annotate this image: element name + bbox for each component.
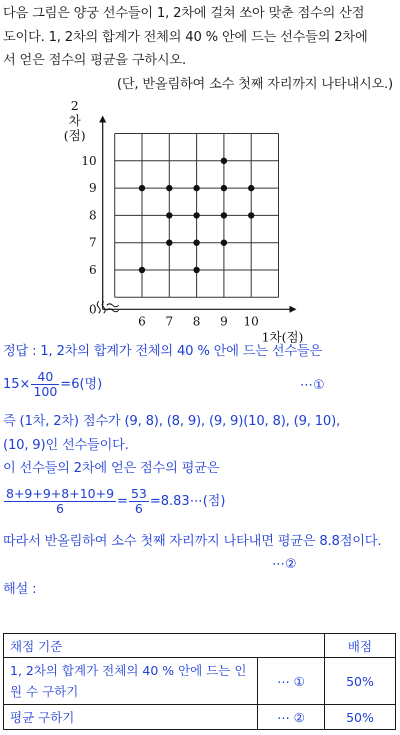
- scoring-table: [3, 633, 396, 730]
- row-mark: ⋯ ①: [258, 658, 325, 705]
- eq2-fraction-2: [129, 487, 149, 516]
- x-tick-label: 8: [192, 314, 201, 329]
- x-tick-label: 6: [138, 314, 146, 329]
- eq2-result: =8.83⋯(점): [149, 494, 226, 509]
- explanation-label: 해설 :: [3, 582, 37, 597]
- row-criteria: 1, 2차의 합계가 전체의 40 % 안에 드는 인원 수 구하기: [4, 658, 258, 705]
- problem-line-2: 도이다. 1, 2차의 합계가 전체의 40 % 안에 드는 선수들의 2차에: [3, 29, 368, 45]
- data-point: [193, 267, 199, 273]
- row-score: 50%: [325, 705, 396, 730]
- data-point: [193, 212, 199, 218]
- problem-note: (단, 반올림하여 소수 첫째 자리까지 나타내시오.): [116, 76, 393, 92]
- answer-line-5: 이 선수들의 2차에 얻은 점수의 평균은: [3, 461, 220, 476]
- eq2-numerator-2: 53: [130, 486, 147, 501]
- table-row: [4, 705, 396, 730]
- y-tick-label: 6: [89, 263, 97, 277]
- eq1-prefix: 15×: [3, 377, 31, 392]
- eq2-denominator-2: 6: [134, 501, 143, 516]
- problem-line-1: 다음 그림은 양궁 선수들이 1, 2차에 걸쳐 쏘아 맞춘 점수의 산점: [3, 6, 365, 21]
- data-point: [221, 212, 227, 218]
- mark-1: ⋯①: [300, 378, 325, 393]
- header-score: 배점: [325, 634, 396, 658]
- data-point: [166, 185, 172, 191]
- data-point: [193, 185, 199, 191]
- data-point: [221, 158, 227, 164]
- eq1-numerator: 40: [31, 370, 59, 385]
- eq2-equals: =: [117, 494, 128, 509]
- eq2-fraction-1: [4, 487, 116, 516]
- x-tick-label: 7: [165, 314, 174, 329]
- y-axis-label: 차: [68, 113, 81, 128]
- data-point: [221, 185, 227, 191]
- y-tick-label: 7: [89, 235, 97, 250]
- y-axis-label: 2: [70, 98, 79, 113]
- eq2-numerator: 8+9+9+8+10+9: [6, 486, 115, 501]
- answer-line-1: 정답 : 1, 2차의 합계가 전체의 40 % 안에 드는 선수들은: [3, 344, 322, 359]
- answer-conclusion: [3, 530, 397, 554]
- eq2-denominator: 6: [56, 501, 64, 516]
- answer-line-3: 즉 (1차, 2차) 점수가 (9, 8), (8, 9), (9, 9)(10, 8), (9, 10),: [3, 414, 341, 429]
- row-mark: ⋯ ②: [258, 705, 325, 730]
- answer-body: [3, 410, 397, 481]
- equation-1: [3, 370, 102, 399]
- table-row: [4, 658, 396, 705]
- explanation: [3, 578, 397, 602]
- y-tick-label: 10: [81, 153, 97, 168]
- origin-label: 0: [89, 302, 97, 317]
- equation-2: [3, 487, 225, 516]
- row-criteria: 평균 구하기: [4, 705, 258, 730]
- eq1-result: =6(명): [60, 377, 103, 392]
- data-point: [166, 240, 172, 246]
- x-tick-label: 10: [243, 314, 259, 329]
- x-axis-break: [107, 304, 119, 312]
- y-tick-label: 9: [89, 181, 97, 196]
- problem-statement: [3, 2, 397, 96]
- answer-section: [3, 340, 397, 364]
- x-axis-arrow: [290, 306, 297, 313]
- row-score: 50%: [325, 658, 396, 705]
- y-axis-label: (점): [63, 128, 86, 143]
- y-tick-label: 8: [89, 208, 97, 223]
- table-header-row: [4, 634, 396, 658]
- data-point: [221, 240, 227, 246]
- answer-line-7: 따라서 반올림하여 소수 첫째 자리까지 나타내면 평균은 8.8점이다.: [3, 534, 382, 549]
- y-axis-break: [97, 301, 105, 313]
- x-tick-label: 9: [220, 314, 228, 329]
- data-point: [248, 185, 254, 191]
- scatter-plot: [63, 98, 320, 345]
- plot-tick-labels: [64, 98, 304, 344]
- x-axis-label: 1차(점): [261, 329, 304, 345]
- data-point: [139, 185, 145, 191]
- eq1-fraction: [31, 370, 59, 399]
- data-point: [166, 212, 172, 218]
- header-criteria: 채점 기준: [4, 634, 325, 658]
- mark-2: ⋯②: [272, 557, 297, 572]
- problem-line-3: 서 얻은 점수의 평균을 구하시오.: [3, 53, 186, 68]
- eq1-denominator: 100: [33, 384, 58, 399]
- data-point: [193, 240, 199, 246]
- answer-line-4: (10, 9)인 선수들이다.: [3, 437, 129, 453]
- data-point: [139, 267, 145, 273]
- y-axis-arrow: [99, 116, 106, 123]
- data-point: [248, 212, 254, 218]
